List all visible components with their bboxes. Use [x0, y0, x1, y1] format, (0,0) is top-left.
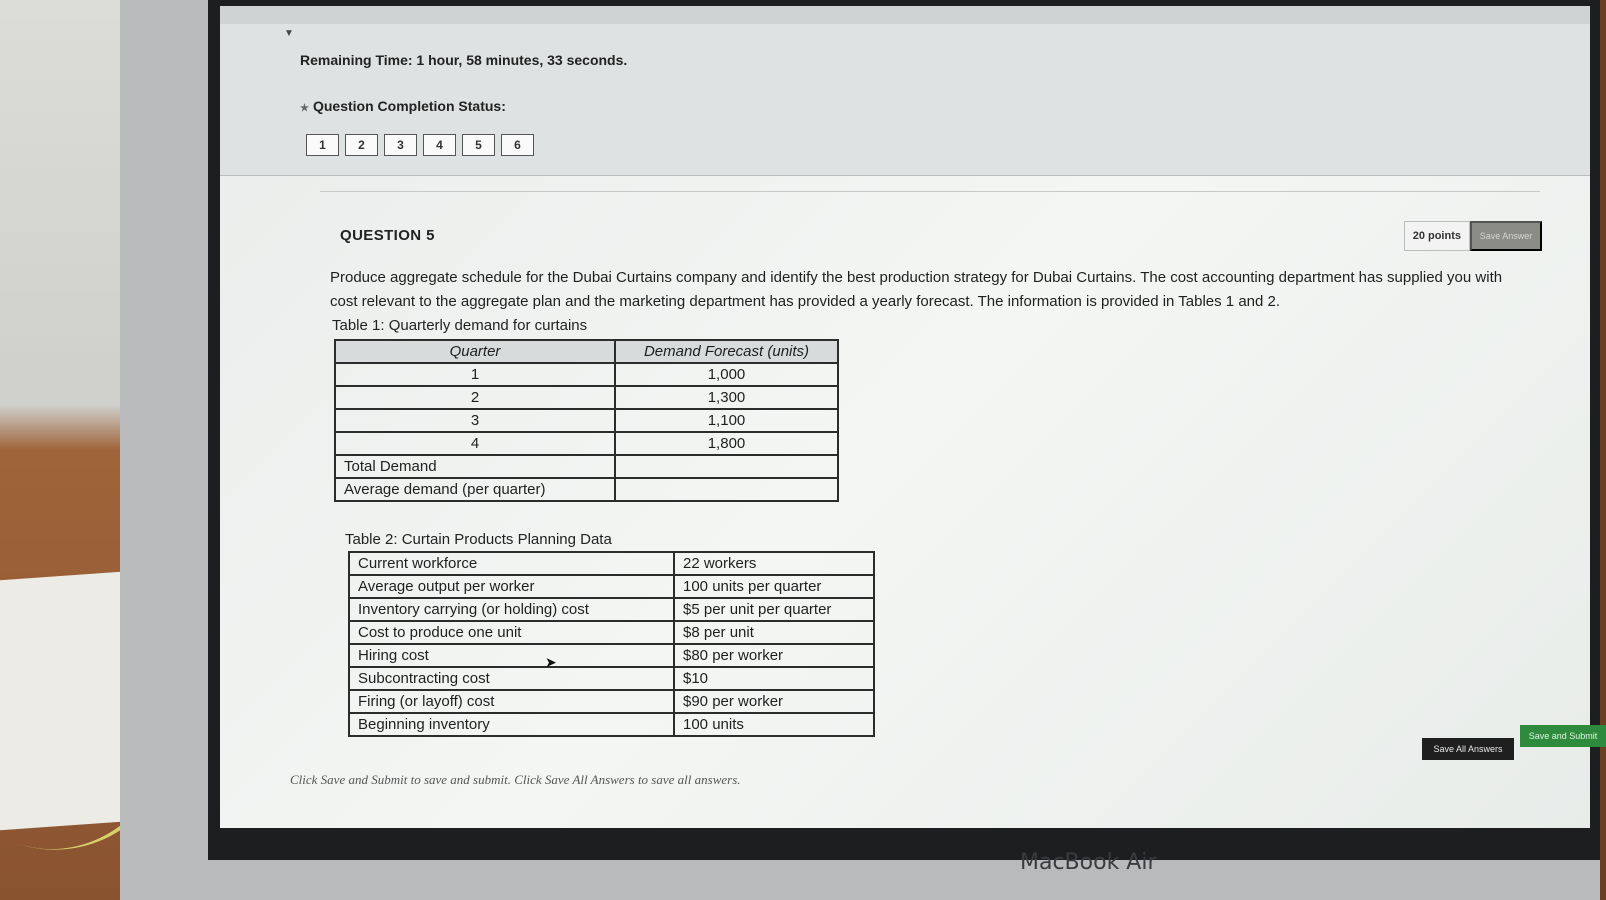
- table-cell: Cost to produce one unit: [349, 621, 674, 644]
- total-demand-value: [615, 455, 838, 478]
- collapse-star-icon[interactable]: ★: [300, 103, 309, 114]
- question-prompt: Produce aggregate schedule for the Dubai Curtains company and identify the best production strategy for Dubai Curtains. The cost accounting department has supplied you with cost relevant to the aggregate plan and the marketing department has provided a yearly forecast. The information is provided in Tables 1 and 2.: [330, 269, 1503, 310]
- table-row: [349, 621, 874, 644]
- question-nav-4[interactable]: 4: [423, 134, 456, 156]
- collapse-arrow-icon[interactable]: ▼: [284, 28, 294, 39]
- laptop: [120, 0, 1600, 900]
- table2-caption: Table 2: Curtain Products Planning Data: [345, 531, 612, 548]
- table-header-row: [335, 340, 838, 363]
- top-bar: [220, 6, 1590, 24]
- table-cell: 100 units per quarter: [674, 575, 874, 598]
- table-row: [335, 432, 838, 455]
- planning-data-table: [348, 551, 875, 737]
- save-answer-button[interactable]: Save Answer: [1470, 221, 1542, 251]
- question-nav-5[interactable]: 5: [462, 134, 495, 156]
- exam-screen: [220, 6, 1598, 828]
- table-cell: 1,100: [615, 409, 838, 432]
- table-cell: Hiring cost: [349, 644, 674, 667]
- completion-status-text: Question Completion Status:: [312, 98, 506, 114]
- table-cell: $10: [674, 667, 874, 690]
- table-cell: $8 per unit: [674, 621, 874, 644]
- table-row: [349, 690, 874, 713]
- table1-caption: Table 1: Quarterly demand for curtains: [332, 317, 588, 334]
- table-cell: 3: [335, 409, 615, 432]
- table-cell: Beginning inventory: [349, 713, 674, 736]
- footer-instructions: Click Save and Submit to save and submit. Click Save All Answers to save all answers.: [290, 772, 741, 787]
- table-cell: 1,800: [615, 432, 838, 455]
- table-header: Demand Forecast (units): [615, 340, 838, 363]
- table-cell: 2: [335, 386, 615, 409]
- table-cell: Subcontracting cost: [349, 667, 674, 690]
- table-row: [349, 552, 874, 575]
- table-row-total: [335, 455, 838, 478]
- table-cell: 4: [335, 432, 615, 455]
- table-cell: 1,300: [615, 386, 838, 409]
- table-cell: $5 per unit per quarter: [674, 598, 874, 621]
- table-row: [349, 644, 874, 667]
- mouse-cursor-icon: ➤: [545, 654, 557, 670]
- table-cell: Average demand (per quarter): [335, 478, 615, 501]
- table-row: [349, 713, 874, 736]
- question-nav-2[interactable]: 2: [345, 134, 378, 156]
- table-cell: 22 workers: [674, 552, 874, 575]
- question-navigator: [306, 134, 534, 156]
- table-cell: 1: [335, 363, 615, 386]
- table-cell: Average output per worker: [349, 575, 674, 598]
- question-area: [290, 191, 1570, 751]
- table-cell: $80 per worker: [674, 644, 874, 667]
- table-row: [349, 667, 874, 690]
- table-row: [335, 363, 838, 386]
- table-row: [335, 386, 838, 409]
- completion-status-label: [300, 98, 506, 114]
- points-badge: 20 points: [1404, 221, 1470, 251]
- table-cell: Current workforce: [349, 552, 674, 575]
- table-cell: 1,000: [615, 363, 838, 386]
- device-brand-label: MacBook Air: [1020, 850, 1157, 875]
- table-row: [335, 409, 838, 432]
- divider: [320, 191, 1540, 192]
- remaining-time: Remaining Time: 1 hour, 58 minutes, 33 seconds.: [300, 52, 628, 68]
- question-nav-1[interactable]: 1: [306, 134, 339, 156]
- status-panel: [220, 6, 1590, 176]
- table-cell: $90 per worker: [674, 690, 874, 713]
- table-cell: Inventory carrying (or holding) cost: [349, 598, 674, 621]
- save-all-answers-button[interactable]: Save All Answers: [1422, 738, 1514, 760]
- table-header: Quarter: [335, 340, 615, 363]
- table-row: [349, 598, 874, 621]
- table-row-average: [335, 478, 838, 501]
- average-demand-value: [615, 478, 838, 501]
- table-cell: Firing (or layoff) cost: [349, 690, 674, 713]
- question-title: QUESTION 5: [340, 227, 435, 244]
- table-cell: Total Demand: [335, 455, 615, 478]
- question-nav-6[interactable]: 6: [501, 134, 534, 156]
- demand-table: [334, 339, 839, 502]
- table-row: [349, 575, 874, 598]
- save-and-submit-button[interactable]: Save and Submit: [1520, 725, 1606, 747]
- table-cell: 100 units: [674, 713, 874, 736]
- question-nav-3[interactable]: 3: [384, 134, 417, 156]
